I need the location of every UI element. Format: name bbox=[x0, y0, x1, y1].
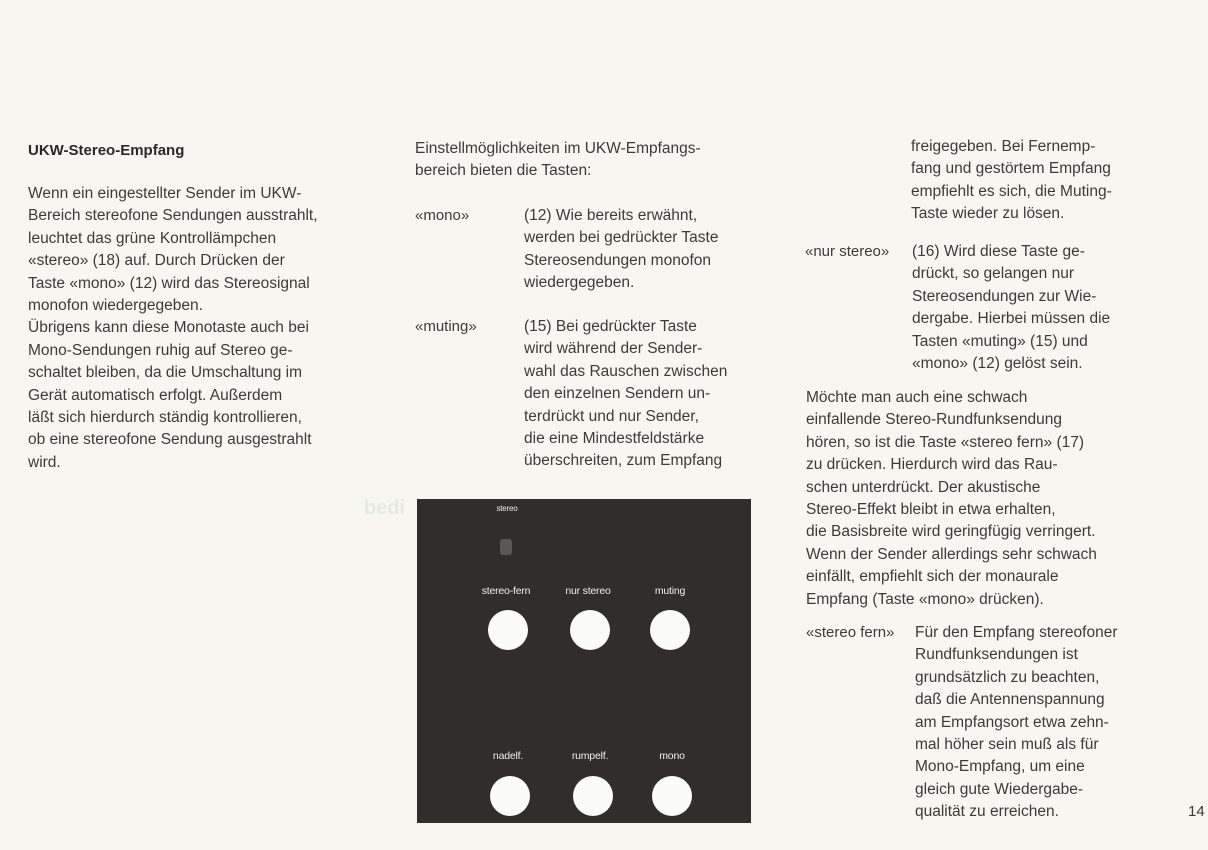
button-label-mono: mono bbox=[659, 750, 685, 762]
watermark: bedi bbox=[364, 497, 406, 519]
button-label-nadelf: nadelf. bbox=[492, 750, 524, 762]
stereo-fern-paragraph: Möchte man auch eine schwach einfallende Stereo-Rundfunksendung hören, so ist die Taste «stereo fern» (17) zu drücken. Hierdurch wird das Rau- schen unterdrückt. Der akustische Stereo-Effekt bleibt in etwa erhalten, die Basisbreite wird geringfügig verringert. Wenn der Sender allerdings sehr schwach einfällt, empfiehlt sich der monaurale Empfang (Taste «mono» drücken). bbox=[806, 389, 1097, 608]
mono-button bbox=[652, 776, 692, 816]
page-number: 14 bbox=[1188, 803, 1205, 820]
mono-key-text: (12) Wie bereits erwähnt, werden bei gedrückter Taste Stereosendungen monofon wiedergegeben. bbox=[524, 207, 719, 292]
col1-body: Wenn ein eingestellter Sender im UKW- Bereich stereofone Sendungen ausstrahlt, leuchtet das grüne Kontrollämpchen «stereo» (18) auf. Durch Drücken der Taste «mono» (12) wird das Stereosignal monofon wiedergegeben. Übrigens kann diese Monotaste auch bei Mono-Sendungen ruhig auf Stereo ge- schaltet bleiben, da die Umschaltung im Gerät automatisch erfolgt. Außerdem läßt sich hierdurch ständig kontrollieren, ob eine stereofone Sendung ausgestrahlt wird. bbox=[28, 185, 318, 471]
button-label-rumpelf: rumpelf. bbox=[571, 750, 609, 762]
rumpelf-button bbox=[573, 776, 613, 816]
mono-key-label: «mono» bbox=[415, 207, 470, 224]
nadelf-button bbox=[490, 776, 530, 816]
stereo-indicator-label: stereo bbox=[496, 504, 518, 513]
section-heading: UKW-Stereo-Empfang bbox=[28, 142, 185, 159]
stereo-fern-key-label: «stereo fern» bbox=[806, 624, 895, 641]
nur-stereo-button bbox=[570, 610, 610, 650]
muting-key-label: «muting» bbox=[415, 318, 477, 335]
col2-intro: Einstellmöglichkeiten im UKW-Empfangs- bereich bieten die Tasten: bbox=[415, 140, 701, 180]
nur-stereo-key-text: (16) Wird diese Taste ge- drückt, so gelangen nur Stereosendungen zur Wie- dergabe. Hierbei müssen die Tasten «muting» (15) und «mono» (12) gelöst sein. bbox=[912, 243, 1111, 373]
stereo-indicator-lamp bbox=[500, 539, 512, 555]
button-label-stereo-fern: stereo-fern bbox=[481, 585, 531, 597]
muting-button bbox=[650, 610, 690, 650]
stereo-fern-key-text: Für den Empfang stereofoner Rundfunksendungen ist grundsätzlich zu beachten, daß die Antennenspannung am Empfangsort etwa zehn- mal höher sein muß als für Mono-Empfang, um eine gleich gute Wiedergabe- qualität zu erreichen. bbox=[915, 624, 1118, 821]
stereo-fern-button bbox=[488, 610, 528, 650]
muting-key-text: (15) Bei gedrückter Taste wird während der Sender- wahl das Rauschen zwischen den einzelnen Sendern un- terdrückt und nur Sender, die eine Mindestfeldstärke überschreiten, zum Empfang bbox=[524, 318, 728, 470]
button-panel-photo bbox=[417, 499, 751, 823]
button-label-muting: muting bbox=[654, 585, 686, 597]
nur-stereo-key-label: «nur stereo» bbox=[805, 243, 890, 260]
button-label-nur-stereo: nur stereo bbox=[565, 585, 611, 597]
col3-continuation: freigegeben. Bei Fernemp- fang und gestörtem Empfang empfiehlt es sich, die Muting- Taste wieder zu lösen. bbox=[911, 138, 1112, 223]
